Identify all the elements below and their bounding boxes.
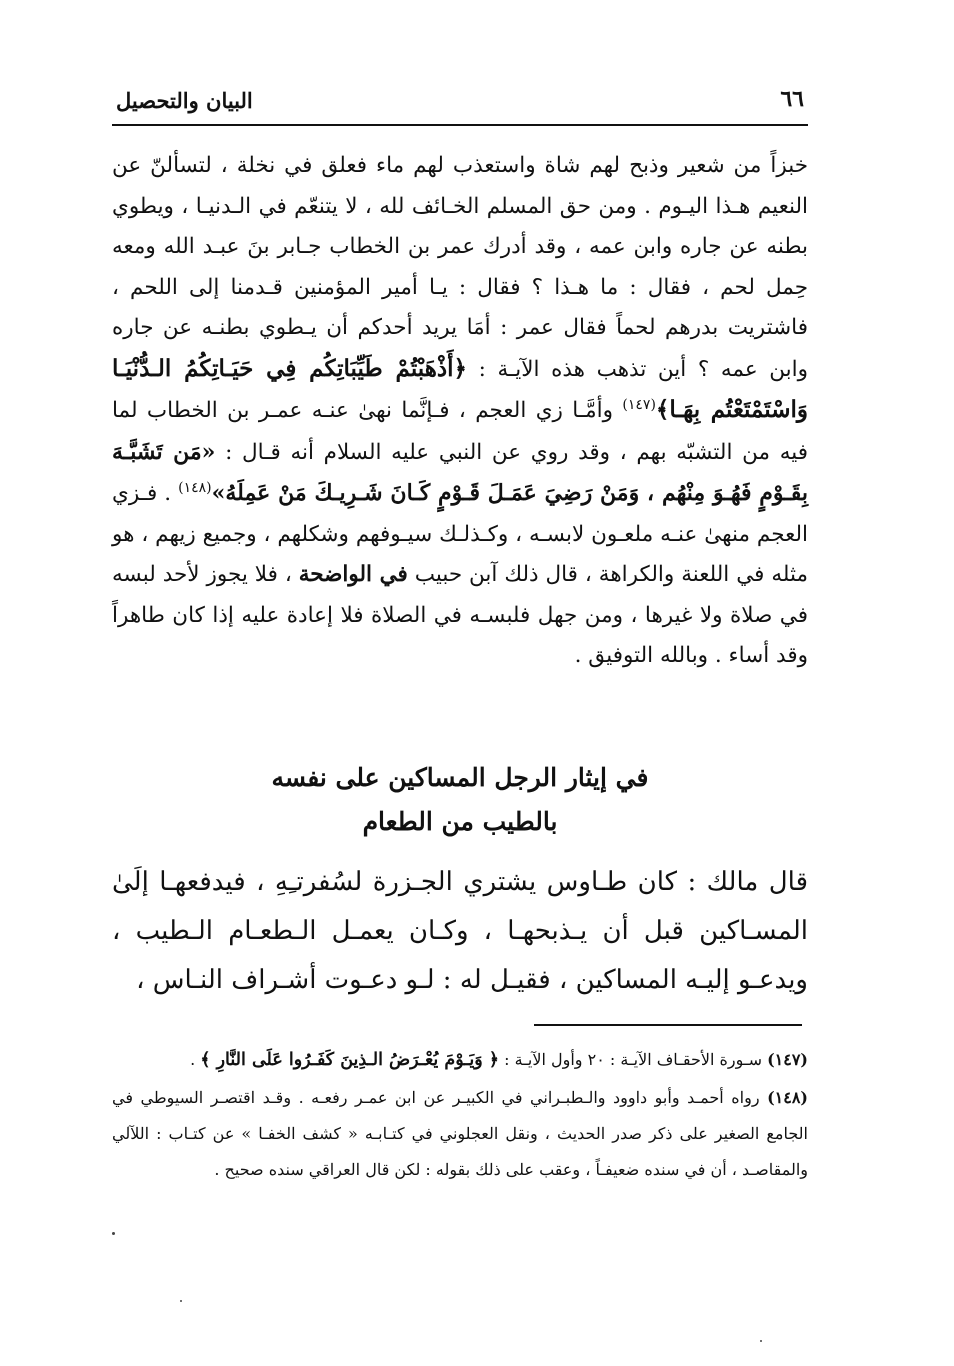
section-heading-line-2: بالطيب من الطعام: [362, 807, 558, 836]
section-heading-line-1: في إيثار الرجل المساكين على نفسه: [271, 763, 649, 792]
section-paragraph: قال مالك : كان طـاوس يشتري الجـزرة لسُفرتـِهِ ، فيدفعهـا إلَىٰ المسـاكين قبل أن يـذبحهـا ، وكـان يعمـل الـطعـام الـطيب ، ويدعـو إليـه المساكين ، فقيـل له : لـو دعـوت أشـراف النـاس ،: [112, 867, 808, 995]
footnote-number: (١٤٨): [767, 1088, 808, 1107]
running-title: البيان والتحصيل: [116, 88, 253, 113]
page-number: ٦٦: [780, 86, 804, 112]
section-heading: [112, 756, 808, 844]
section-body: [112, 858, 808, 1005]
footnote-text: رواه أحمـد وأبو داوود والـطبـراني في الكبيـر عن ابن عمـر رفعـه . وقـد اقتصـر السيوطي في الجامع الصغير على ذكر صدر الحديث ، ونقل العجلوني في كتـابـه « كشف الخفـا » عن كتـاب : اللآلي والمقاصـد ، أن في سنده ضعيفـاً ، وعقب على ذلك بقوله : لكن قال العراقي سنده صحيح .: [112, 1088, 808, 1179]
quran-verse: ﴿أَذْهَبْتُمْ طَيِّبَاتِكُم فِي حَيَـاتِكُمُ الـدُّنْيَـا وَاسْتَمْتَعْتُم بِهَـا﴾: [112, 354, 808, 423]
footnote-148: [112, 1080, 808, 1188]
text-segment: . فـزي العجم منهىٰ عنـه ملعـون لابسـه ، وكـذلـك سيـوفهم وشكلهم ، وجميع زيهم ، هو مثله في اللعنة والكراهة ، قال ذلك آبن حبيب: [112, 481, 808, 587]
footnote-ayah: ﴿ وَيَـوْمَ يُعْـرَضُ الـذِينَ كَفَـرُوا عَلَى النَّارِ ﴾: [200, 1050, 500, 1070]
book-title-reference: في الواضحة: [298, 562, 408, 587]
scan-speck: [760, 1340, 762, 1342]
footnote-ref-147[interactable]: (١٤٧): [622, 396, 656, 413]
footnote-divider: [534, 1024, 802, 1026]
footnote-ref-148[interactable]: (١٤٨): [178, 479, 212, 496]
text-segment: ، فلا يجوز لأحد لبسه في صلاة ولا غيرها ، ومن جهل فلبسـه في الصلاة فلا إعادة عليه إذا كان طاهراً وقد أساء . وبالله التوفيق .: [112, 562, 808, 668]
hadith-quote: «مَن تَشَبَّـهَ بِقَـوْمٍ فَهُـوَ مِنْهُم ، وَمَنْ رَضِيَ عَمَـلَ قَـوْمٍ كَـانَ شَـرِيـكَ مَنْ عَمِلَهُ»: [112, 438, 808, 506]
scan-speck: [180, 1300, 182, 1302]
text-segment: وأمَّـا زي العجم ، فـإنَّما نهىٰ عنـه عمـر بن الخطاب لما فيه من التشبّه بهم ، وقد روي عن النبي عليه السلام أنه قـال :: [112, 398, 808, 465]
footnote-147: [112, 1042, 808, 1078]
text-segment: خبزاً من شعير وذبح لهم شاة واستعذب لهم ماء فعلق في نخلة ، لتسألنّ عن النعيم هـذا اليـوم . ومن حق المسلم الخـائف لله ، لا يتنعّم في الـدنيـا ، ويطوي بطنه عن جاره وابن عمه ، وقد أدرك عمر بن الخطاب جـابر بنَ عبـد الله ومعه حِمل لحم ، فقال : ما هـذا ؟ فقال : يـا أمير المؤمنين قـدمنا إلى اللحم ، فاشتريت بدرهم لحماً فقال عمر : أمَا يريد أحدكم أن يـطوي بطنـه عن جاره وابن عمه ؟ أين تذهب هذه الآيـة :: [112, 153, 809, 382]
scan-speck: [112, 1232, 115, 1235]
footnotes: [112, 1042, 808, 1190]
main-paragraph: [112, 146, 808, 677]
page-header: [112, 84, 808, 126]
footnote-text: سـورة الأحقـاف الآيـة : ٢٠ وأول الآيـة :: [499, 1050, 768, 1069]
main-text: [112, 146, 808, 677]
footnote-number: (١٤٧): [767, 1050, 808, 1069]
footnote-text: .: [190, 1050, 201, 1069]
